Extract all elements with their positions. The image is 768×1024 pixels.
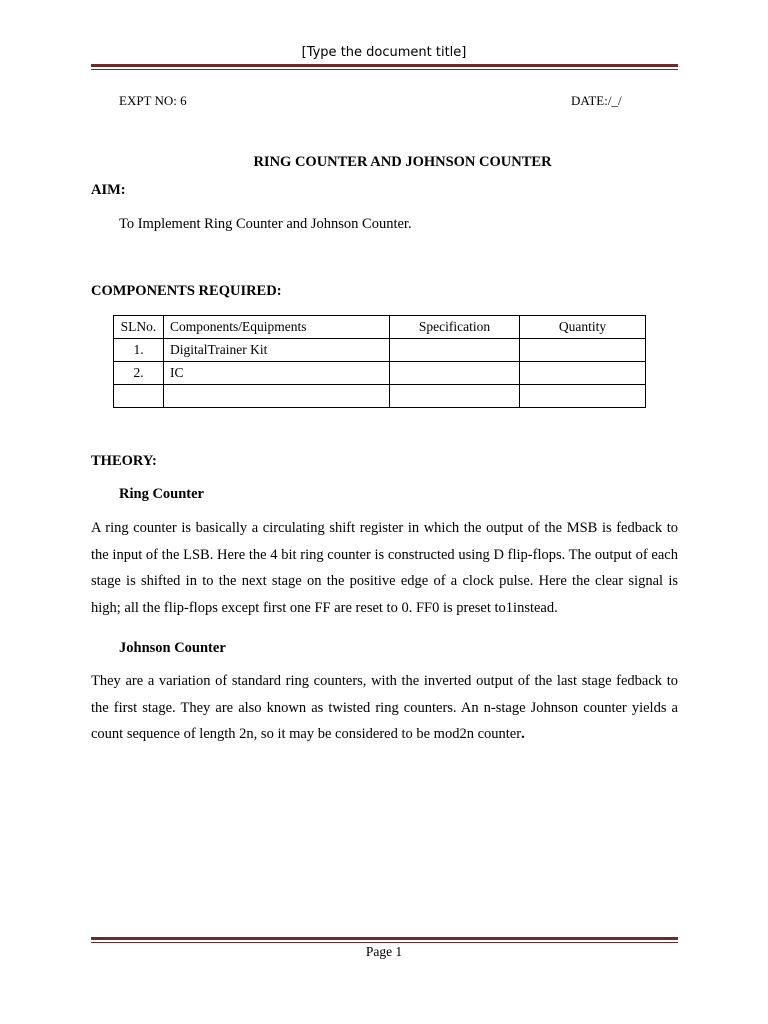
table-cell-slno: 2. <box>114 362 164 385</box>
footer-divider <box>91 937 678 943</box>
aim-heading: AIM: <box>91 182 126 198</box>
header-divider <box>91 64 678 70</box>
components-heading: COMPONENTS REQUIRED: <box>91 283 282 299</box>
table-cell-slno <box>114 385 164 408</box>
aim-text: To Implement Ring Counter and Johnson Counter. <box>119 216 412 232</box>
document-header-title: [Type the document title] <box>301 45 467 60</box>
johnson-counter-text: They are a variation of standard ring counters, with the inverted output of the last stage fedback to the first stage. They are also known as twisted ring counters. An n-stage Johnson counter yields a count sequence of length 2n, so it may be considered to be mod2n counter <box>91 673 678 743</box>
table-row <box>114 385 646 408</box>
experiment-date: DATE:/_/ <box>571 93 622 108</box>
table-cell-specification <box>390 385 520 408</box>
page-number: Page 1 <box>365 944 403 959</box>
column-header-quantity: Quantity <box>520 316 646 339</box>
experiment-number: EXPT NO: 6 <box>119 93 187 108</box>
column-header-slno: SLNo. <box>114 316 164 339</box>
column-header-components: Components/Equipments <box>164 316 390 339</box>
theory-heading: THEORY: <box>91 453 157 469</box>
document-heading: RING COUNTER AND JOHNSON COUNTER <box>253 154 552 170</box>
table-header-row <box>114 316 646 339</box>
table-cell-component <box>164 385 390 408</box>
table-cell-component: DigitalTrainer Kit <box>164 339 390 362</box>
components-table <box>113 315 646 408</box>
johnson-counter-end-mark: . <box>521 726 525 743</box>
johnson-counter-heading: Johnson Counter <box>119 640 226 656</box>
table-row <box>114 339 646 362</box>
table-cell-quantity <box>520 385 646 408</box>
table-cell-quantity <box>520 362 646 385</box>
table-cell-quantity <box>520 339 646 362</box>
table-cell-slno: 1. <box>114 339 164 362</box>
table-cell-specification <box>390 362 520 385</box>
johnson-counter-paragraph <box>91 668 678 748</box>
ring-counter-paragraph: A ring counter is basically a circulating shift register in which the output of the MSB is fedback to the input of the LSB. Here the 4 bit ring counter is constructed using D flip-flops. The output of each stage is shifted in to the next stage on the positive edge of a clock pulse. Here the clear signal is high; all the flip-flops except first one FF are reset to 0. FF0 is preset to1instead. <box>91 520 678 617</box>
ring-counter-heading: Ring Counter <box>119 486 204 502</box>
table-row <box>114 362 646 385</box>
column-header-specification: Specification <box>390 316 520 339</box>
table-cell-component: IC <box>164 362 390 385</box>
table-cell-specification <box>390 339 520 362</box>
